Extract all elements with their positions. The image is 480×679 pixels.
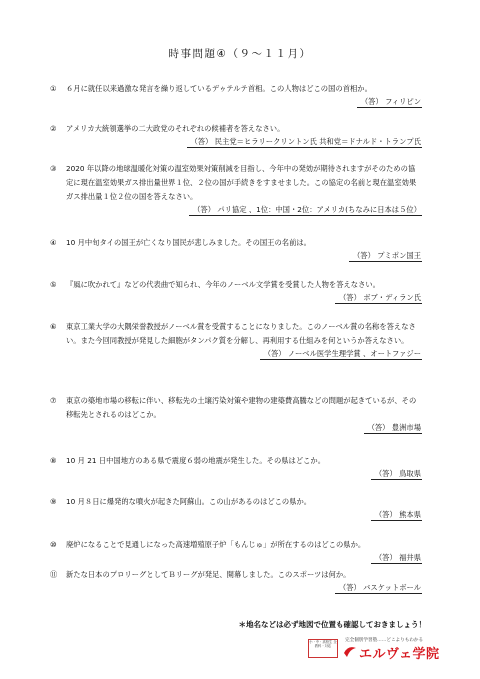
tagline: 完全個別学習塾……どこよりもわかる xyxy=(345,638,424,643)
question-7 xyxy=(50,394,422,433)
answer: （答） 豊洲市場 xyxy=(364,423,422,434)
question-8 xyxy=(50,454,422,479)
question-6 xyxy=(50,320,422,359)
question-number: ① xyxy=(50,84,57,93)
question-9 xyxy=(50,495,422,520)
answer: （答） フィリピン xyxy=(357,97,422,108)
question-10 xyxy=(50,538,422,563)
question-number: ⑧ xyxy=(50,456,57,465)
question-1 xyxy=(50,82,422,107)
answer: （答） 鳥取県 xyxy=(371,469,422,480)
question-2 xyxy=(50,122,422,147)
question-number: ④ xyxy=(50,238,57,247)
question-number: ⑪ xyxy=(50,570,58,579)
question-text: ６月に就任以来過激な発言を繰り返しているデゥテルテ首相。この人物はどこの国の首相か。 xyxy=(66,84,372,93)
question-number: ② xyxy=(50,124,57,133)
question-text: 東京の築地市場の移転に伴い、移転先の土壌汚染対策や建物の建築費高騰などの問題が起きているが、その移転先とされるのはどこか。 xyxy=(66,396,417,419)
question-3 xyxy=(50,162,422,215)
question-number: ③ xyxy=(50,164,57,173)
question-text: 10 月 21 日中国地方のある県で震度６弱の地震が発生した。その県はどこか。 xyxy=(66,456,326,465)
question-text: 新たな日本のプロリーグとしてＢリーグが発足、開幕しました。このスポーツは何か。 xyxy=(66,570,351,579)
page-title: 時事問題④（９～１１月） xyxy=(168,48,312,60)
question-text: アメリカ大統領選挙の二大政党のそれぞれの候補者を答えなさい。 xyxy=(66,124,285,133)
answer: （答） 民主党＝ヒラリークリントン氏 共和党＝ドナルド・トランプ氏 xyxy=(187,137,422,148)
question-11 xyxy=(50,568,422,593)
question-4 xyxy=(50,236,422,261)
question-text: 『風に吹かれて』などの代表曲で知られ、今年のノーベル文学賞を受賞した人物を答えなさい。 xyxy=(66,280,380,289)
answer: （答） ノーベル医学生理学賞 、オートファジー xyxy=(260,349,422,360)
question-number: ⑩ xyxy=(50,540,57,549)
question-number: ⑨ xyxy=(50,497,57,506)
question-5 xyxy=(50,278,422,303)
answer: （答） ボブ・ディラン氏 xyxy=(335,293,422,304)
question-number: ⑦ xyxy=(50,396,57,405)
question-text: 廃炉になることで見通しになった高速増殖原子炉「もんじゅ」が所在するのはどこの県か。 xyxy=(66,540,366,549)
target-badge: 小・中・高校生 全教科・対応 xyxy=(308,639,338,658)
answer: （答） プミポン国王 xyxy=(349,251,422,262)
school-logo: エルヴェ学院 xyxy=(359,647,440,662)
map-check-note: ＊地名などは必ず地図で位置も確認しておきましょう！ xyxy=(238,620,426,629)
answer: （答） パリ協定 、1位：中国・2位：アメリカ(ちなみに日本は５位） xyxy=(189,205,422,216)
question-text: 2020 年以降の地球温暖化対策の温室効果対策削減を目指し、今年中の発効が期待されますがそのための協定に現在温室効果ガス排出量世界１位、２位の国が手続きをすませました。この協定の名前と現在温室効果ガス排出量１位２位の国を答えなさい。 xyxy=(66,164,417,201)
footer-branding xyxy=(308,637,440,662)
answer: （答） バスケットボール xyxy=(335,583,422,594)
logo-swoosh-icon xyxy=(342,644,358,660)
answer: （答） 福井県 xyxy=(371,553,422,564)
question-text: 10 月８日に爆発的な噴火が起きた阿蘇山。この山があるのはどこの県か。 xyxy=(66,497,312,506)
question-text: 東京工業大学の大隅栄誉教授がノーベル賞を受賞することになりました。このノーベル賞の名称を答えなさい。また今回同教授が発見した細胞がタンパク質を分解し、再利用する仕組みを何というか答えなさい。 xyxy=(66,322,416,345)
question-number: ⑤ xyxy=(50,280,57,289)
question-text: 10 月中旬タイの国王が亡くなり国民が悲しみました。その国王の名前は。 xyxy=(66,238,311,247)
answer: （答） 熊本県 xyxy=(371,510,422,521)
question-number: ⑥ xyxy=(50,322,57,331)
